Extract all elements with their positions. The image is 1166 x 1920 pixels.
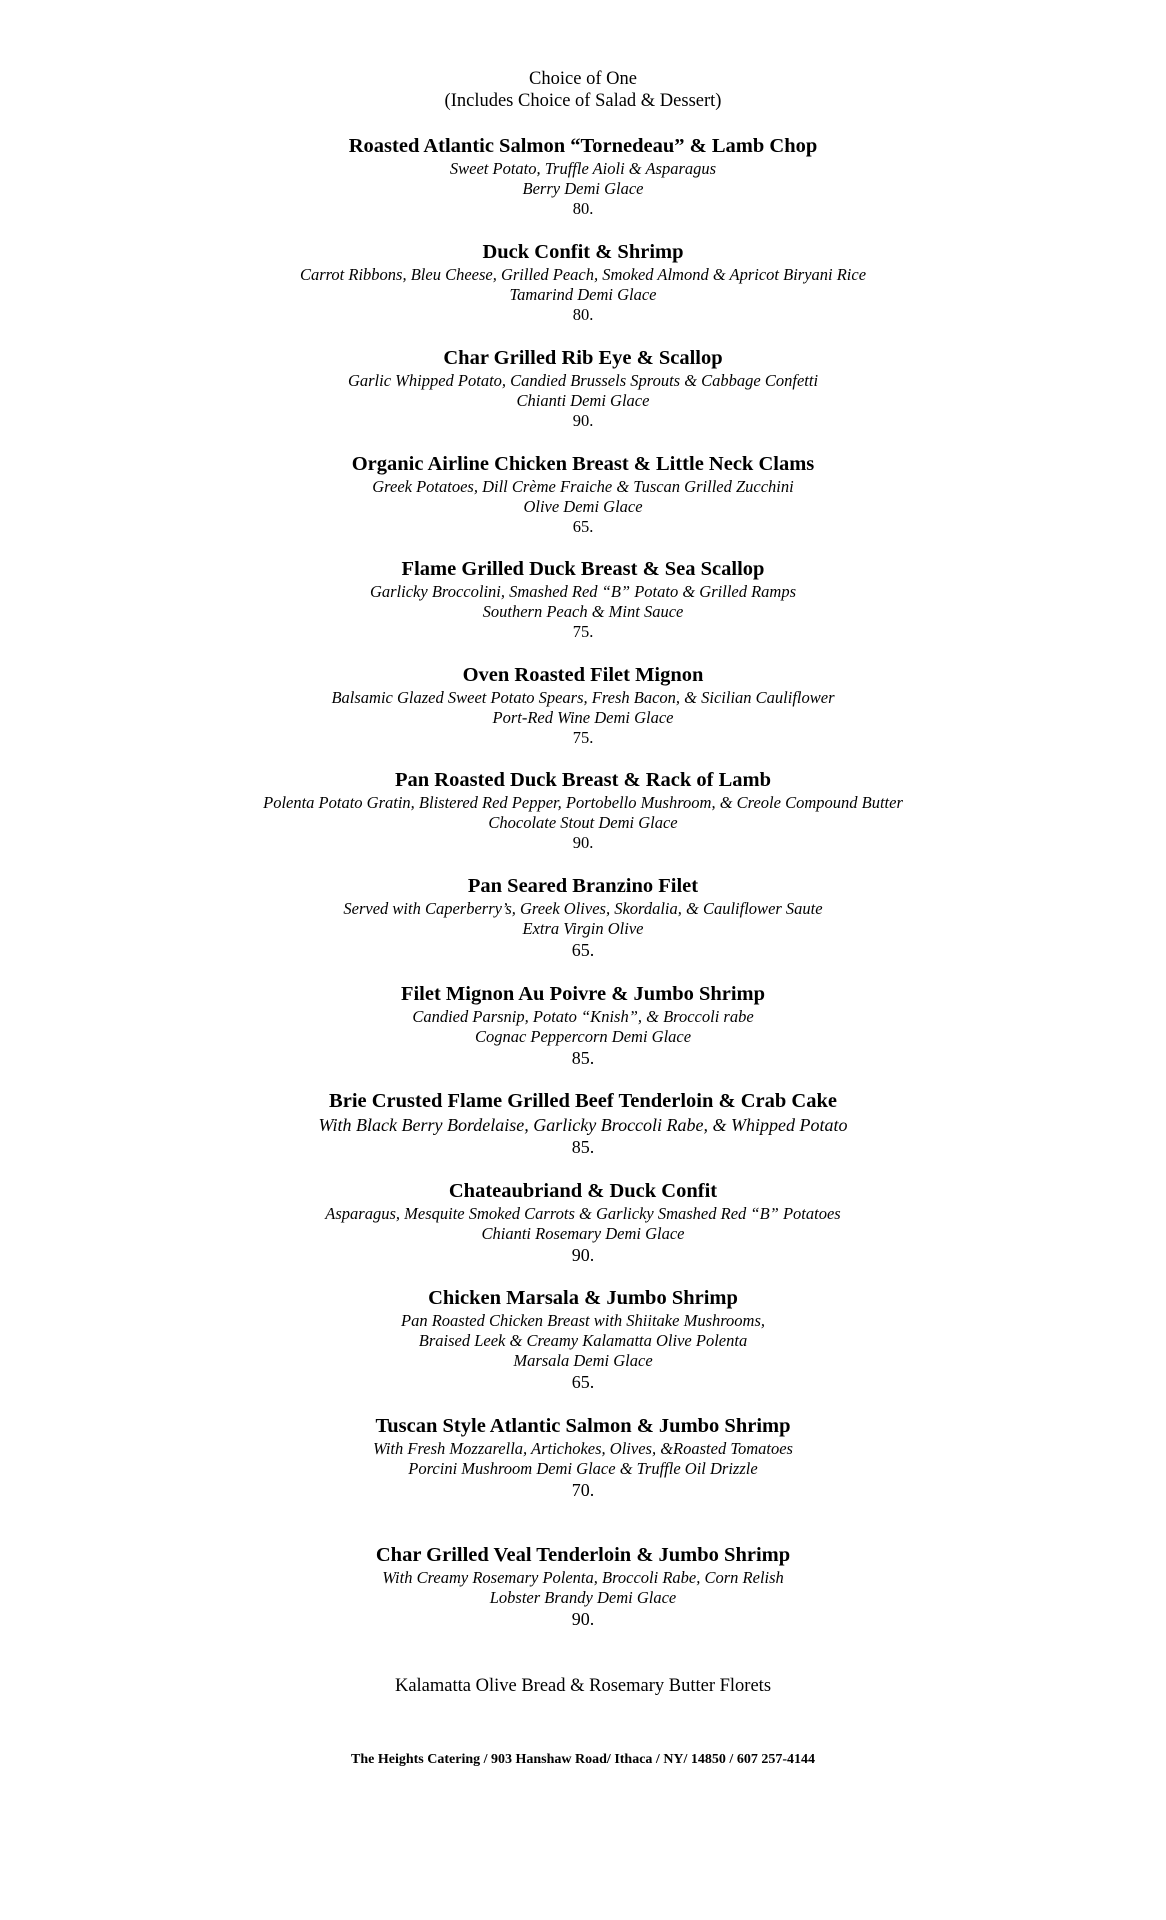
menu-item	[0, 557, 1166, 642]
menu-item	[0, 346, 1166, 431]
dish-price: 80.	[572, 199, 594, 218]
dish-description: Chianti Rosemary Demi Glace	[481, 1224, 685, 1243]
dish-description: Candied Parsnip, Potato “Knish”, & Broccoli rabe	[412, 1007, 754, 1026]
dish-price: 75.	[572, 728, 594, 747]
dish-name: Flame Grilled Duck Breast & Sea Scallop	[401, 558, 765, 580]
dish-name: Filet Mignon Au Poivre & Jumbo Shrimp	[400, 983, 766, 1005]
menu-title: Choice of One	[529, 69, 637, 89]
dish-price: 90.	[571, 1245, 595, 1265]
dish-description: Polenta Potato Gratin, Blistered Red Pepper, Portobello Mushroom, & Creole Compound Butter	[263, 793, 903, 812]
dish-name: Oven Roasted Filet Mignon	[462, 664, 704, 686]
dish-description: Sweet Potato, Truffle Aioli & Asparagus	[449, 159, 717, 178]
dish-price: 90.	[572, 833, 594, 852]
dish-price: 65.	[571, 940, 595, 960]
dish-name: Organic Airline Chicken Breast & Little Neck Clams	[351, 453, 815, 475]
menu-item	[0, 1543, 1166, 1630]
dish-price: 90.	[571, 1609, 595, 1629]
dish-description: Braised Leek & Creamy Kalamatta Olive Polenta	[418, 1331, 748, 1350]
menu-item	[0, 1286, 1166, 1393]
menu-intro	[0, 68, 1166, 112]
dish-description: Chocolate Stout Demi Glace	[488, 813, 678, 832]
dish-description: Lobster Brandy Demi Glace	[489, 1588, 677, 1607]
footer-contact: The Heights Catering / 903 Hanshaw Road/ Ithaca / NY/ 14850 / 607 257-4144	[351, 1752, 815, 1767]
dish-description: Garlicky Broccolini, Smashed Red “B” Potato & Grilled Ramps	[369, 582, 797, 601]
dish-name: Roasted Atlantic Salmon “Tornedeau” & Lamb Chop	[348, 135, 818, 157]
dish-description: Cognac Peppercorn Demi Glace	[474, 1027, 692, 1046]
dish-name: Tuscan Style Atlantic Salmon & Jumbo Shrimp	[375, 1415, 791, 1437]
dish-description: Carrot Ribbons, Bleu Cheese, Grilled Peach, Smoked Almond & Apricot Biryani Rice	[299, 265, 867, 284]
menu-item	[0, 663, 1166, 748]
dish-description: Extra Virgin Olive	[522, 919, 644, 938]
dish-description: Southern Peach & Mint Sauce	[482, 602, 684, 621]
dish-description: Pan Roasted Chicken Breast with Shiitake Mushrooms,	[400, 1311, 766, 1330]
dish-price: 65.	[572, 517, 594, 536]
dish-description: Port-Red Wine Demi Glace	[492, 708, 674, 727]
dish-description: Balsamic Glazed Sweet Potato Spears, Fresh Bacon, & Sicilian Cauliflower	[331, 688, 835, 707]
dish-description: Berry Demi Glace	[522, 179, 644, 198]
dish-description: Greek Potatoes, Dill Crème Fraiche & Tuscan Grilled Zucchini	[372, 477, 794, 496]
dish-name: Char Grilled Veal Tenderloin & Jumbo Shrimp	[375, 1544, 791, 1566]
dish-price: 75.	[572, 622, 594, 641]
dish-description: With Black Berry Bordelaise, Garlicky Broccoli Rabe, & Whipped Potato	[318, 1115, 848, 1135]
dish-price: 85.	[571, 1137, 595, 1157]
dish-description: With Creamy Rosemary Polenta, Broccoli Rabe, Corn Relish	[382, 1568, 784, 1587]
dish-name: Duck Confit & Shrimp	[482, 241, 684, 263]
dish-name: Chateaubriand & Duck Confit	[448, 1180, 718, 1202]
menu-subtitle: (Includes Choice of Salad & Dessert)	[444, 91, 722, 111]
menu-item	[0, 982, 1166, 1069]
bread-note: Kalamatta Olive Bread & Rosemary Butter Florets	[394, 1676, 772, 1696]
menu-item	[0, 1179, 1166, 1266]
dish-description: Chianti Demi Glace	[516, 391, 650, 410]
dish-description: With Fresh Mozzarella, Artichokes, Olives, &Roasted Tomatoes	[373, 1439, 793, 1458]
dish-description: Served with Caperberry’s, Greek Olives, Skordalia, & Cauliflower Saute	[343, 899, 823, 918]
menu-item	[0, 134, 1166, 219]
dish-description: Porcini Mushroom Demi Glace & Truffle Oil Drizzle	[408, 1459, 758, 1478]
dish-description: Asparagus, Mesquite Smoked Carrots & Garlicky Smashed Red “B” Potatoes	[325, 1204, 841, 1223]
menu-item	[0, 240, 1166, 325]
dish-name: Pan Roasted Duck Breast & Rack of Lamb	[394, 769, 772, 791]
dish-name: Chicken Marsala & Jumbo Shrimp	[428, 1287, 738, 1309]
dish-name: Pan Seared Branzino Filet	[467, 875, 699, 897]
dish-price: 85.	[571, 1048, 595, 1068]
dish-name: Brie Crusted Flame Grilled Beef Tenderloin & Crab Cake	[329, 1090, 837, 1112]
dish-description: Olive Demi Glace	[523, 497, 643, 516]
dish-price: 65.	[571, 1372, 595, 1392]
dish-description: Garlic Whipped Potato, Candied Brussels Sprouts & Cabbage Confetti	[347, 371, 819, 390]
menu-item	[0, 768, 1166, 853]
menu-item	[0, 1089, 1166, 1158]
dish-name: Char Grilled Rib Eye & Scallop	[443, 347, 723, 369]
dish-price: 80.	[572, 305, 594, 324]
menu-item	[0, 874, 1166, 961]
menu-item	[0, 1414, 1166, 1501]
dish-description: Tamarind Demi Glace	[509, 285, 657, 304]
dish-description: Marsala Demi Glace	[513, 1351, 653, 1370]
menu-item	[0, 452, 1166, 537]
dish-price: 70.	[571, 1480, 595, 1500]
dish-price: 90.	[572, 411, 594, 430]
